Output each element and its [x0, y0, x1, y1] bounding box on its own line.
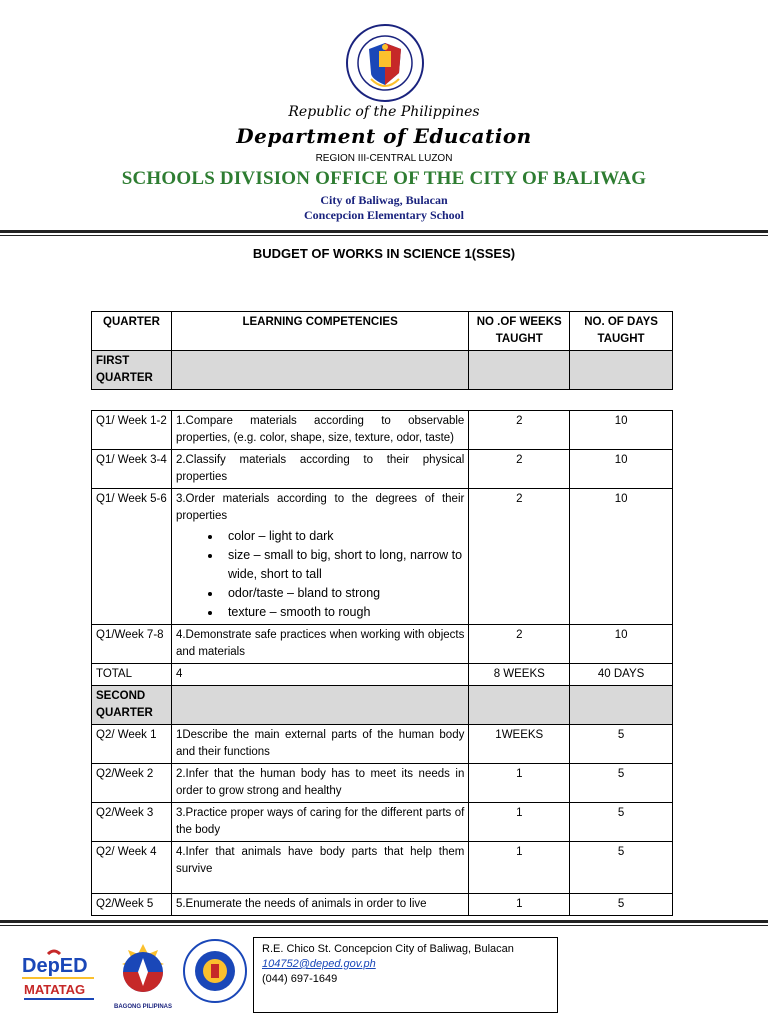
- header-divider-thin: [0, 235, 768, 236]
- total-label: TOTAL: [92, 664, 172, 686]
- weeks-cell: 1: [469, 803, 570, 842]
- property-list: [176, 527, 464, 622]
- deped-logo-text: DepED: [22, 955, 88, 977]
- table-row: [92, 894, 673, 916]
- total-count: 4: [171, 664, 468, 686]
- bagong-pilipinas-logo-icon: [108, 938, 178, 1016]
- list-item: • odor/taste – bland to strong: [222, 584, 464, 603]
- days-cell: 5: [570, 894, 673, 916]
- header-table: [91, 311, 673, 390]
- days-cell: 10: [570, 411, 673, 450]
- footer-divider-thin: [0, 925, 768, 926]
- school-seal-icon: [182, 938, 248, 1004]
- list-item: • texture – smooth to rough: [222, 603, 464, 622]
- matatag-text: MATATAG: [24, 982, 86, 997]
- week-cell: Q2/ Week 4: [92, 842, 172, 894]
- competency-cell: 1Describe the main external parts of the human body and their functions: [171, 725, 468, 764]
- contact-box: [253, 937, 558, 1013]
- days-cell: 10: [570, 450, 673, 489]
- first-quarter-label: FIRST QUARTER: [92, 351, 172, 390]
- column-competencies: LEARNING COMPETENCIES: [171, 312, 468, 351]
- total-row: [92, 664, 673, 686]
- total-weeks: 8 WEEKS: [469, 664, 570, 686]
- weeks-cell: 1WEEKS: [469, 725, 570, 764]
- competency-cell: 3.Practice proper ways of caring for the different parts of the body: [171, 803, 468, 842]
- week-cell: Q2/Week 2: [92, 764, 172, 803]
- competency-cell: 2.Classify materials according to their physical properties: [171, 450, 468, 489]
- table-row: [92, 411, 673, 450]
- competency-cell: [171, 489, 468, 625]
- weeks-cell: 2: [469, 450, 570, 489]
- competency-text: 3.Order materials according to the degrees of their properties: [175, 493, 465, 522]
- email-link[interactable]: 104752@deped.gov.ph: [262, 958, 376, 970]
- weeks-cell: 1: [469, 842, 570, 894]
- shaded-cell: [570, 351, 673, 390]
- competency-cell: 4.Infer that animals have body parts that help them survive: [171, 842, 468, 894]
- week-cell: Q1/Week 7-8: [92, 625, 172, 664]
- table-row: [92, 803, 673, 842]
- division-heading: SCHOOLS DIVISION OFFICE OF THE CITY OF BALIWAG: [121, 168, 647, 189]
- weeks-cell: 2: [469, 411, 570, 450]
- budget-table: [91, 410, 673, 916]
- second-quarter-label: SECOND QUARTER: [92, 686, 172, 725]
- table-row: [92, 725, 673, 764]
- second-quarter-row: [92, 686, 673, 725]
- table-row: [92, 489, 673, 625]
- days-cell: 10: [570, 489, 673, 625]
- footer-divider: [0, 920, 768, 923]
- competency-cell: 4.Demonstrate safe practices when working with objects and materials: [171, 625, 468, 664]
- competency-cell: 1.Compare materials according to observable properties, (e.g. color, shape, size, texture, odor, taste): [171, 411, 468, 450]
- department-heading: Department of Education: [236, 124, 532, 148]
- column-weeks: NO .OF WEEKS TAUGHT: [469, 312, 570, 351]
- competency-cell: 5.Enumerate the needs of animals in order to live: [171, 894, 468, 916]
- days-cell: 5: [570, 803, 673, 842]
- list-item: • color – light to dark: [222, 527, 464, 546]
- deped-matatag-logo-icon: [18, 944, 98, 1006]
- competency-cell: 2.Infer that the human body has to meet its needs in order to grow strong and healthy: [171, 764, 468, 803]
- days-cell: 5: [570, 764, 673, 803]
- week-cell: Q2/Week 5: [92, 894, 172, 916]
- week-cell: Q2/ Week 1: [92, 725, 172, 764]
- shaded-cell: [469, 686, 570, 725]
- school-heading: Concepcion Elementary School: [304, 208, 464, 222]
- phone-text: (044) 697-1649: [262, 973, 338, 985]
- city-heading: City of Baliwag, Bulacan: [320, 193, 448, 207]
- list-item: • size – small to big, short to long, narrow to wide, short to tall: [222, 546, 464, 584]
- shaded-cell: [171, 351, 468, 390]
- column-days: NO. OF DAYS TAUGHT: [570, 312, 673, 351]
- weeks-cell: 1: [469, 764, 570, 803]
- table-row: [92, 842, 673, 894]
- shaded-cell: [171, 686, 468, 725]
- deped-seal-icon: [345, 23, 425, 103]
- republic-heading: Republic of the Philippines: [288, 104, 480, 120]
- week-cell: Q1/ Week 3-4: [92, 450, 172, 489]
- address-text: R.E. Chico St. Concepcion City of Baliwag, Bulacan: [262, 943, 514, 955]
- table-row: [92, 625, 673, 664]
- shaded-cell: [469, 351, 570, 390]
- days-cell: 5: [570, 842, 673, 894]
- days-cell: 10: [570, 625, 673, 664]
- document-title: BUDGET OF WORKS IN SCIENCE 1(SSES): [252, 246, 516, 261]
- table-row: [92, 764, 673, 803]
- week-cell: Q2/Week 3: [92, 803, 172, 842]
- week-cell: Q1/ Week 1-2: [92, 411, 172, 450]
- weeks-cell: 2: [469, 625, 570, 664]
- weeks-cell: 1: [469, 894, 570, 916]
- column-quarter: QUARTER: [92, 312, 172, 351]
- weeks-cell: 2: [469, 489, 570, 625]
- days-cell: 5: [570, 725, 673, 764]
- total-days: 40 DAYS: [570, 664, 673, 686]
- table-row: [92, 450, 673, 489]
- week-cell: Q1/ Week 5-6: [92, 489, 172, 625]
- shaded-cell: [570, 686, 673, 725]
- bagong-text: BAGONG PILIPINAS: [113, 1004, 173, 1010]
- header-divider: [0, 230, 768, 233]
- region-heading: REGION III-CENTRAL LUZON: [315, 153, 453, 164]
